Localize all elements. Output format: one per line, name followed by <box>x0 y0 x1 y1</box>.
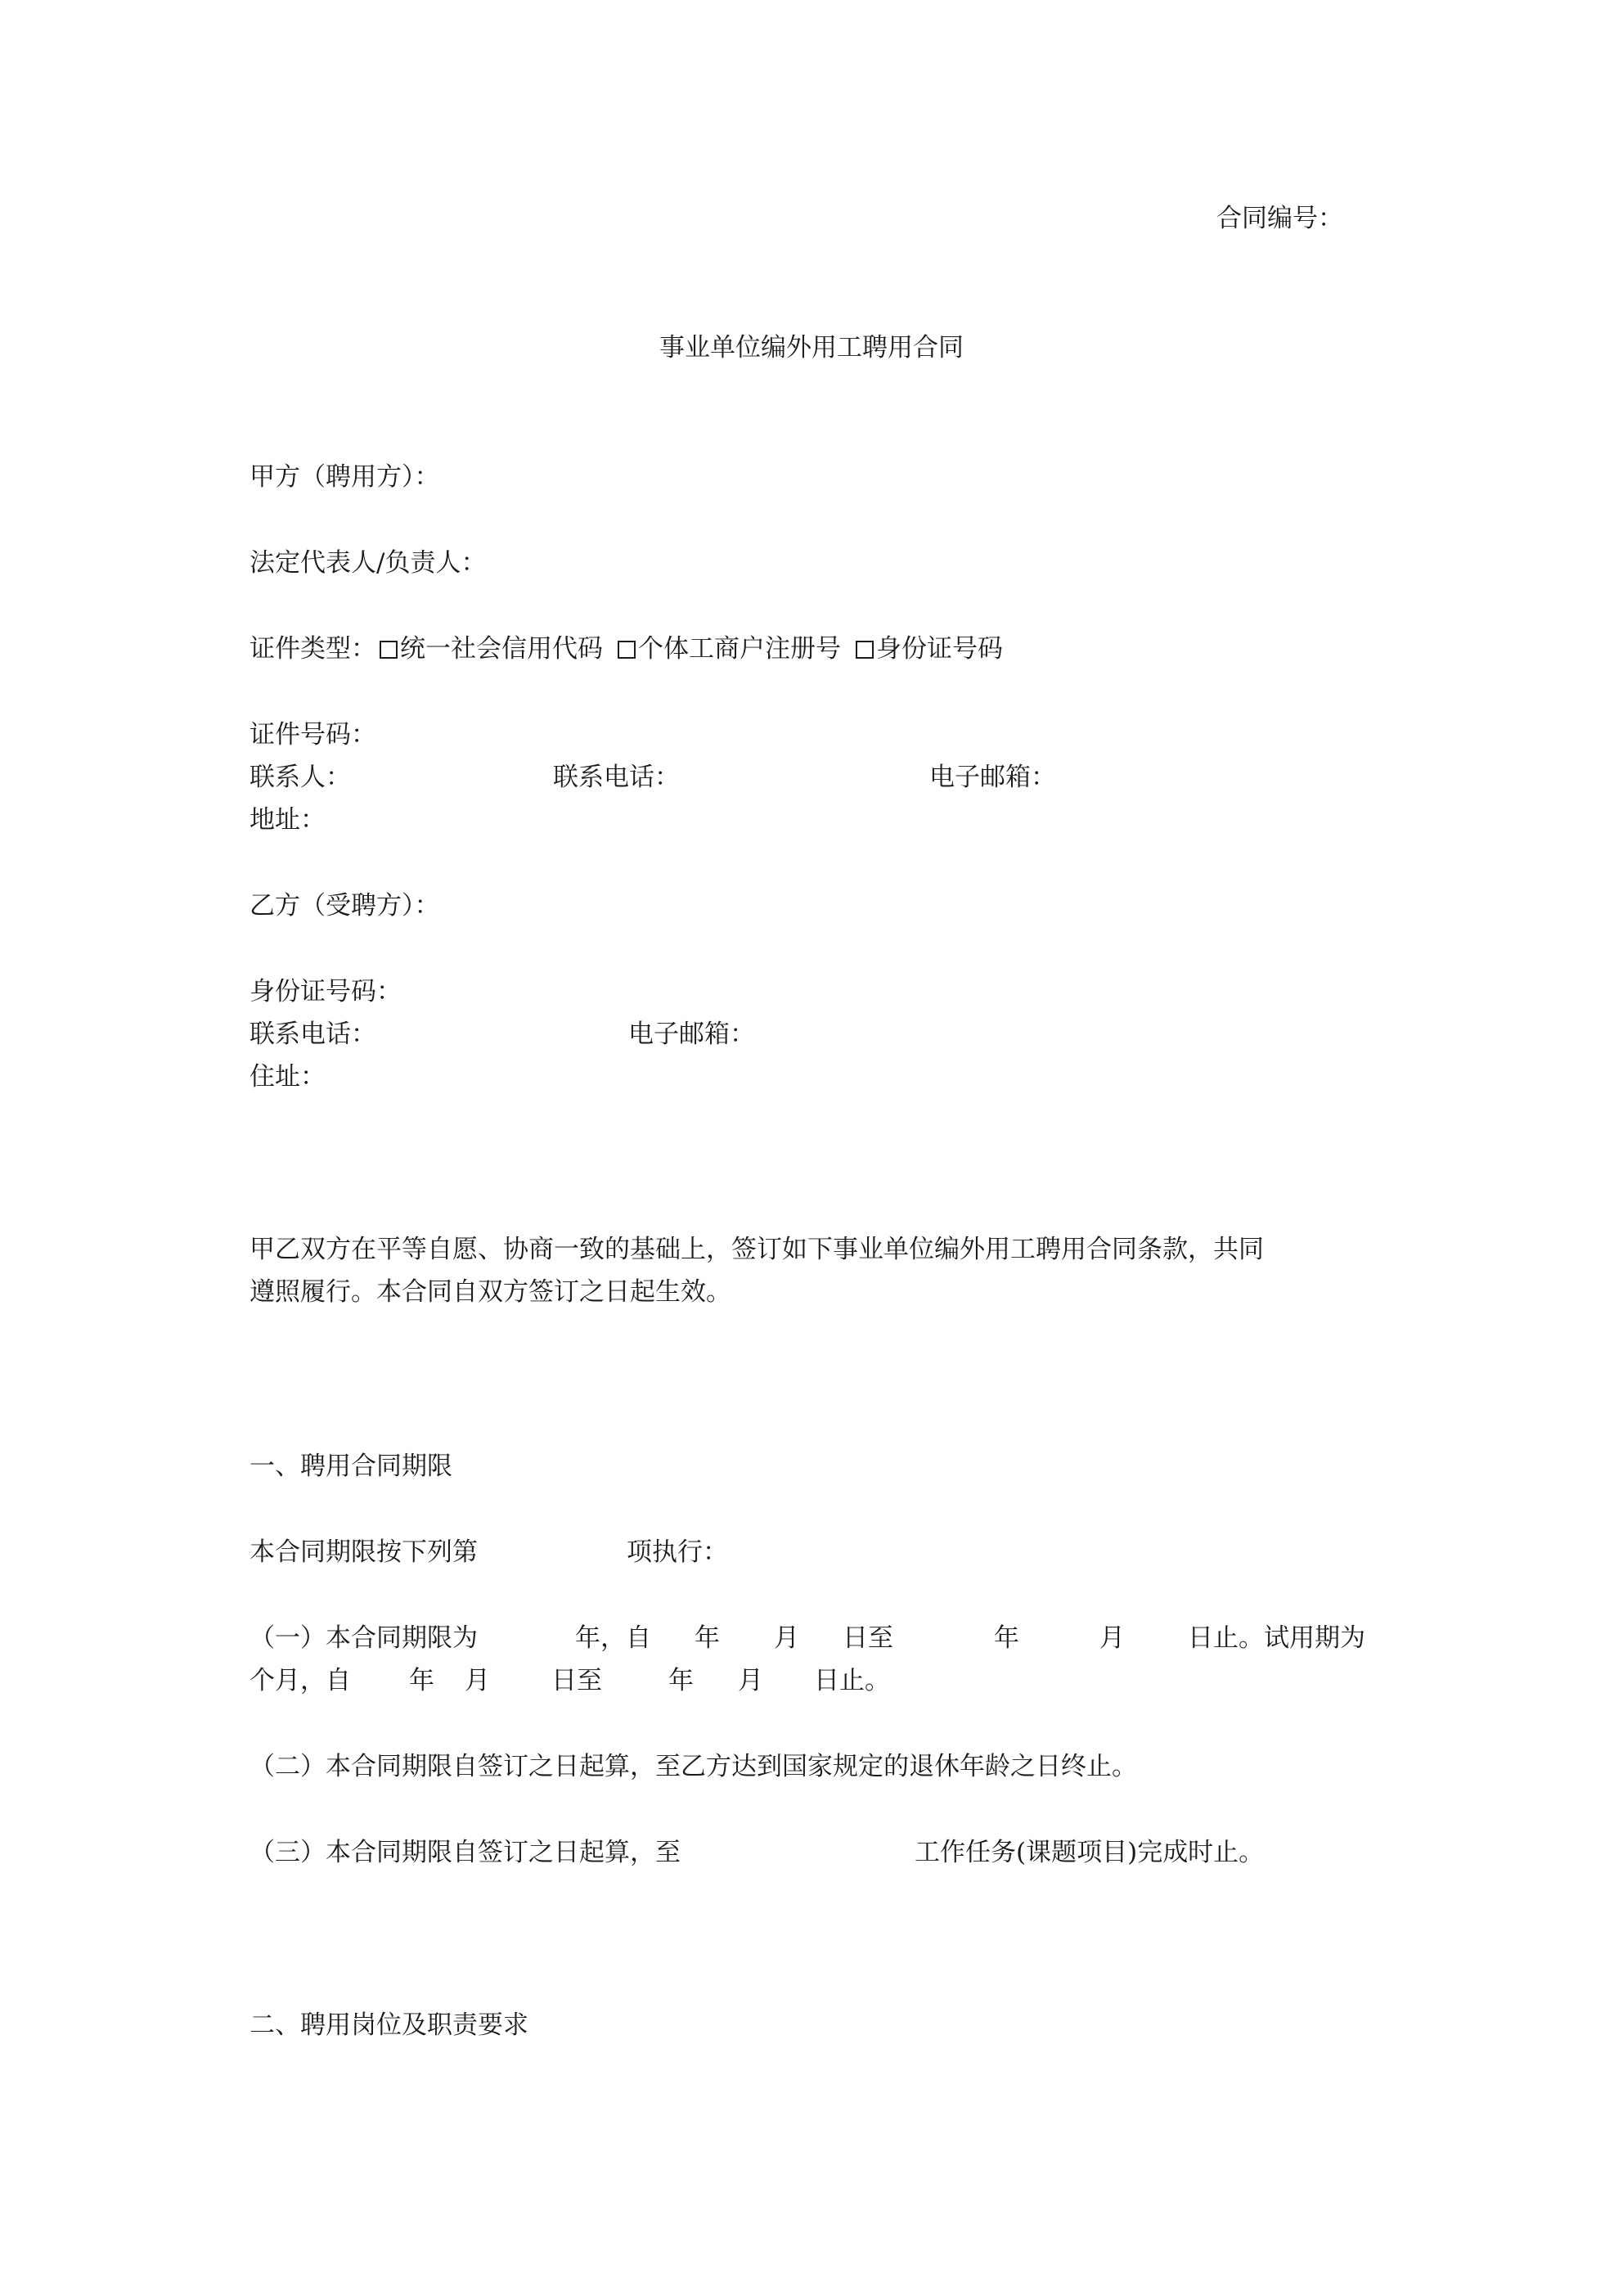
party-a-id-number-label: 证件号码： <box>250 720 376 750</box>
option-1-text-o: 日止。 <box>814 1666 890 1695</box>
party-a-phone-label: 联系电话： <box>553 763 680 792</box>
option-1-text-n: 月 <box>738 1666 763 1695</box>
option-1-text-g: 月 <box>1099 1623 1125 1653</box>
party-a-address-label: 地址： <box>250 805 326 835</box>
party-b-address-label: 住址： <box>250 1062 326 1092</box>
contract-number-label: 合同编号： <box>1216 204 1343 233</box>
id-type-option-credit-code: 统一社会信用代码 <box>400 634 603 664</box>
option-1-text-m: 年 <box>668 1666 694 1695</box>
option-3-text-prefix: （三）本合同期限自签订之日起算，至 <box>250 1838 681 1867</box>
party-b-phone-label: 联系电话： <box>250 1020 376 1049</box>
id-type-label: 证件类型： <box>250 634 376 664</box>
option-1-text-h: 日止。试用期为 <box>1188 1623 1365 1653</box>
option-1-text-c: 年 <box>695 1623 720 1653</box>
checkbox-credit-code[interactable] <box>380 641 398 659</box>
party-a-id-type-row <box>250 634 1003 664</box>
section-2-heading: 二、聘用岗位及职责要求 <box>250 2010 528 2040</box>
option-1-text-j: 年 <box>409 1666 434 1695</box>
party-a-name-label: 甲方（聘用方）： <box>250 462 440 492</box>
party-a-contact-label: 联系人： <box>250 763 351 792</box>
option-1-text-i: 个月，自 <box>250 1666 351 1695</box>
option-2-text: （二）本合同期限自签订之日起算，至乙方达到国家规定的退休年龄之日终止。 <box>250 1752 1137 1781</box>
section-1-heading: 一、聘用合同期限 <box>250 1452 452 1481</box>
option-1-text-k: 月 <box>465 1666 490 1695</box>
id-type-option-id-card: 身份证号码 <box>876 634 1003 664</box>
option-1-text-d: 月 <box>774 1623 799 1653</box>
intro-line-1: 甲乙双方在平等自愿、协商一致的基础上，签订如下事业单位编外用工聘用合同条款，共同 <box>250 1235 1264 1264</box>
option-3-text-suffix: 工作任务(课题项目)完成时止。 <box>915 1838 1265 1867</box>
term-selection-suffix: 项执行： <box>627 1537 728 1567</box>
term-selection-prefix: 本合同期限按下列第 <box>250 1537 478 1567</box>
party-b-email-label: 电子邮箱： <box>628 1020 755 1049</box>
party-a-legal-rep-label: 法定代表人/负责人： <box>250 548 487 578</box>
document-title: 事业单位编外用工聘用合同 <box>659 333 964 362</box>
party-b-id-number-label: 身份证号码： <box>250 977 402 1006</box>
party-b-name-label: 乙方（受聘方）： <box>250 891 440 921</box>
option-1-text-e: 日至 <box>843 1623 893 1653</box>
option-1-text-b: 年，自 <box>575 1623 651 1653</box>
id-type-option-business-reg-no: 个体工商户注册号 <box>638 634 841 664</box>
option-1-text-a: （一）本合同期限为 <box>250 1623 478 1653</box>
checkbox-business-reg-no[interactable] <box>618 641 636 659</box>
option-1-text-l: 日至 <box>551 1666 602 1695</box>
intro-line-2: 遵照履行。本合同自双方签订之日起生效。 <box>250 1277 731 1307</box>
checkbox-id-card[interactable] <box>856 641 874 659</box>
party-a-email-label: 电子邮箱： <box>929 763 1056 792</box>
option-1-text-f: 年 <box>994 1623 1019 1653</box>
